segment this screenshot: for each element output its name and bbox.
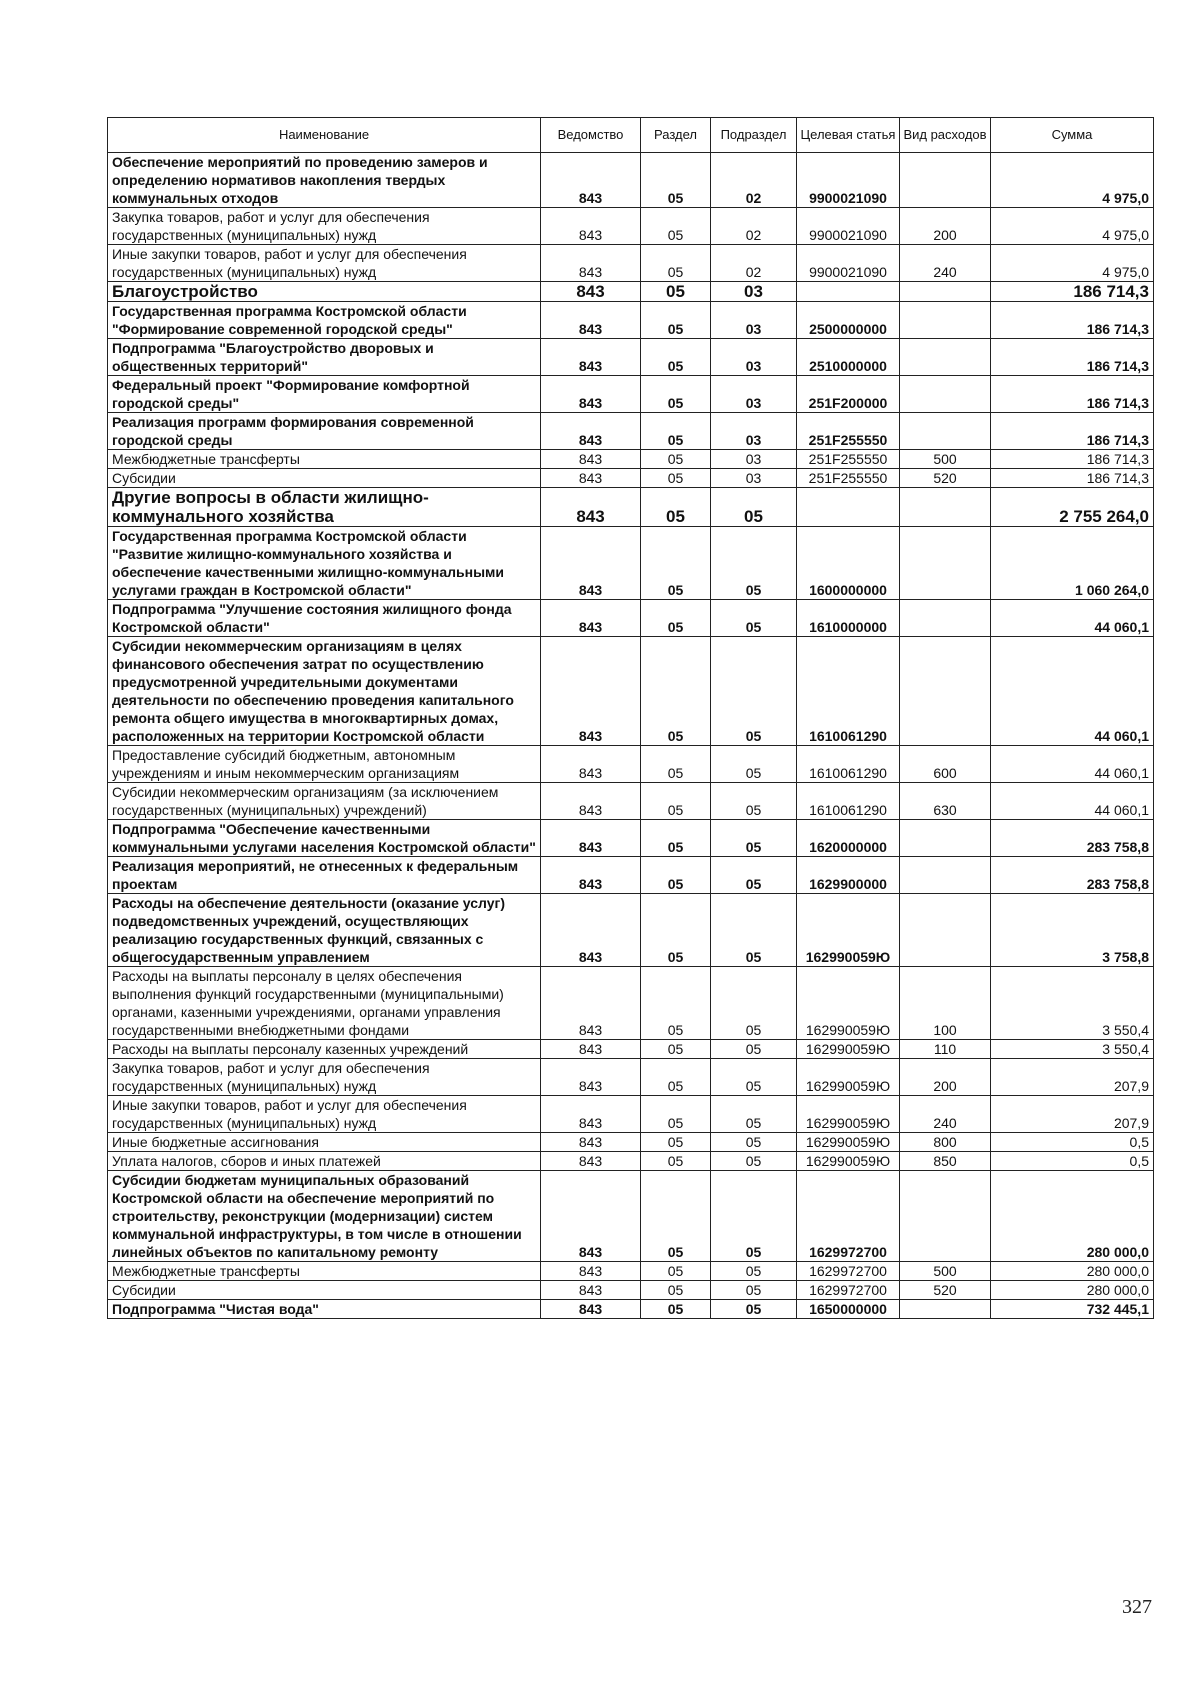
row-target-article: 162990059Ю <box>797 894 900 967</box>
row-sum: 186 714,3 <box>991 413 1154 450</box>
row-name: Предоставление субсидий бюджетным, автономным учреждениям и иным некоммерческим организациям <box>108 746 541 783</box>
table-row <box>108 1281 1154 1300</box>
row-vedomstvo: 843 <box>541 469 641 488</box>
table-row <box>108 376 1154 413</box>
page-number: 327 <box>1122 1596 1152 1618</box>
row-sum: 3 758,8 <box>991 894 1154 967</box>
row-podrazdel: 03 <box>711 376 797 413</box>
budget-table <box>107 117 1154 1319</box>
row-sum: 1 060 264,0 <box>991 527 1154 600</box>
row-razdel: 05 <box>641 637 711 746</box>
table-row <box>108 245 1154 282</box>
row-vedomstvo: 843 <box>541 967 641 1040</box>
row-razdel: 05 <box>641 302 711 339</box>
row-name: Субсидии бюджетам муниципальных образований Костромской области на обеспечение мероприятий по строительству, реконструкции (модернизации) систем коммунальной инфраструктуры, в том числе в отношении линейных объектов по капитальному ремонту <box>108 1171 541 1262</box>
row-expense-type <box>900 488 991 527</box>
row-target-article <box>797 282 900 302</box>
row-target-article: 1610061290 <box>797 783 900 820</box>
row-podrazdel: 05 <box>711 1059 797 1096</box>
row-name: Межбюджетные трансферты <box>108 1262 541 1281</box>
row-razdel: 05 <box>641 857 711 894</box>
table-row <box>108 894 1154 967</box>
row-target-article <box>797 488 900 527</box>
row-podrazdel: 05 <box>711 746 797 783</box>
row-name: Другие вопросы в области жилищно-коммунального хозяйства <box>108 488 541 527</box>
row-expense-type: 200 <box>900 1059 991 1096</box>
row-razdel: 05 <box>641 1133 711 1152</box>
row-razdel: 05 <box>641 1040 711 1059</box>
row-razdel: 05 <box>641 450 711 469</box>
row-sum: 4 975,0 <box>991 153 1154 208</box>
row-podrazdel: 05 <box>711 967 797 1040</box>
row-expense-type <box>900 153 991 208</box>
row-razdel: 05 <box>641 527 711 600</box>
row-expense-type <box>900 413 991 450</box>
row-razdel: 05 <box>641 488 711 527</box>
row-expense-type <box>900 339 991 376</box>
row-expense-type: 200 <box>900 208 991 245</box>
row-sum: 207,9 <box>991 1096 1154 1133</box>
table-header <box>108 118 1154 153</box>
row-vedomstvo: 843 <box>541 746 641 783</box>
row-razdel: 05 <box>641 967 711 1040</box>
row-expense-type <box>900 820 991 857</box>
row-sum: 732 445,1 <box>991 1300 1154 1319</box>
row-sum: 0,5 <box>991 1133 1154 1152</box>
row-expense-type: 500 <box>900 450 991 469</box>
row-target-article: 162990059Ю <box>797 1059 900 1096</box>
row-vedomstvo: 843 <box>541 339 641 376</box>
row-razdel: 05 <box>641 1059 711 1096</box>
row-target-article: 162990059Ю <box>797 967 900 1040</box>
row-target-article: 162990059Ю <box>797 1152 900 1171</box>
row-expense-type <box>900 527 991 600</box>
row-sum: 186 714,3 <box>991 339 1154 376</box>
header-name: Наименование <box>108 118 541 153</box>
row-target-article: 1629972700 <box>797 1281 900 1300</box>
table-row <box>108 450 1154 469</box>
row-expense-type: 850 <box>900 1152 991 1171</box>
row-podrazdel: 05 <box>711 1300 797 1319</box>
row-podrazdel: 05 <box>711 637 797 746</box>
row-podrazdel: 05 <box>711 1281 797 1300</box>
row-target-article: 251F200000 <box>797 376 900 413</box>
row-vedomstvo: 843 <box>541 894 641 967</box>
row-sum: 4 975,0 <box>991 208 1154 245</box>
header-sum: Сумма <box>991 118 1154 153</box>
table-row <box>108 1300 1154 1319</box>
row-expense-type <box>900 894 991 967</box>
table-row <box>108 302 1154 339</box>
row-expense-type: 100 <box>900 967 991 1040</box>
row-name: Иные бюджетные ассигнования <box>108 1133 541 1152</box>
row-expense-type: 600 <box>900 746 991 783</box>
row-podrazdel: 05 <box>711 894 797 967</box>
table-row <box>108 820 1154 857</box>
row-sum: 2 755 264,0 <box>991 488 1154 527</box>
row-razdel: 05 <box>641 376 711 413</box>
row-razdel: 05 <box>641 746 711 783</box>
row-name: Государственная программа Костромской области "Развитие жилищно-коммунального хозяйства и обеспечение качественными жилищно-коммунальными услугами граждан в Костромской области" <box>108 527 541 600</box>
row-name: Реализация программ формирования современной городской среды <box>108 413 541 450</box>
row-target-article: 1610061290 <box>797 746 900 783</box>
row-expense-type <box>900 376 991 413</box>
table-row <box>108 1040 1154 1059</box>
row-podrazdel: 05 <box>711 1040 797 1059</box>
row-expense-type: 240 <box>900 245 991 282</box>
row-name: Федеральный проект "Формирование комфортной городской среды" <box>108 376 541 413</box>
row-name: Межбюджетные трансферты <box>108 450 541 469</box>
row-razdel: 05 <box>641 1171 711 1262</box>
row-razdel: 05 <box>641 1300 711 1319</box>
row-sum: 4 975,0 <box>991 245 1154 282</box>
row-name: Закупка товаров, работ и услуг для обеспечения государственных (муниципальных) нужд <box>108 1059 541 1096</box>
row-name: Иные закупки товаров, работ и услуг для обеспечения государственных (муниципальных) нужд <box>108 245 541 282</box>
row-podrazdel: 05 <box>711 1171 797 1262</box>
row-expense-type <box>900 600 991 637</box>
row-name: Подпрограмма "Чистая вода" <box>108 1300 541 1319</box>
row-sum: 280 000,0 <box>991 1281 1154 1300</box>
table-row <box>108 469 1154 488</box>
table-row <box>108 1262 1154 1281</box>
row-target-article: 1610061290 <box>797 637 900 746</box>
row-razdel: 05 <box>641 894 711 967</box>
row-sum: 0,5 <box>991 1152 1154 1171</box>
row-sum: 44 060,1 <box>991 783 1154 820</box>
row-sum: 186 714,3 <box>991 282 1154 302</box>
row-target-article: 1629972700 <box>797 1262 900 1281</box>
table-row <box>108 746 1154 783</box>
row-expense-type <box>900 1171 991 1262</box>
row-name: Субсидии некоммерческим организациям (за исключением государственных (муниципальных) учреждений) <box>108 783 541 820</box>
row-razdel: 05 <box>641 282 711 302</box>
row-expense-type: 110 <box>900 1040 991 1059</box>
row-vedomstvo: 843 <box>541 1059 641 1096</box>
row-razdel: 05 <box>641 600 711 637</box>
table-row <box>108 967 1154 1040</box>
row-razdel: 05 <box>641 413 711 450</box>
row-razdel: 05 <box>641 1281 711 1300</box>
table-row <box>108 1133 1154 1152</box>
table-row <box>108 339 1154 376</box>
row-sum: 186 714,3 <box>991 469 1154 488</box>
table-row <box>108 208 1154 245</box>
row-sum: 44 060,1 <box>991 637 1154 746</box>
table-row <box>108 153 1154 208</box>
table-row <box>108 282 1154 302</box>
row-podrazdel: 02 <box>711 153 797 208</box>
row-target-article: 162990059Ю <box>797 1133 900 1152</box>
row-sum: 283 758,8 <box>991 857 1154 894</box>
header-razdel: Раздел <box>641 118 711 153</box>
row-expense-type <box>900 1300 991 1319</box>
row-podrazdel: 03 <box>711 450 797 469</box>
row-expense-type <box>900 282 991 302</box>
row-sum: 283 758,8 <box>991 820 1154 857</box>
row-target-article: 162990059Ю <box>797 1096 900 1133</box>
row-vedomstvo: 843 <box>541 1152 641 1171</box>
table-row <box>108 637 1154 746</box>
row-vedomstvo: 843 <box>541 783 641 820</box>
row-target-article: 1600000000 <box>797 527 900 600</box>
header-vedomstvo: Ведомство <box>541 118 641 153</box>
table-row <box>108 1171 1154 1262</box>
row-sum: 186 714,3 <box>991 376 1154 413</box>
row-vedomstvo: 843 <box>541 245 641 282</box>
table-row <box>108 413 1154 450</box>
row-razdel: 05 <box>641 820 711 857</box>
row-razdel: 05 <box>641 208 711 245</box>
row-expense-type: 240 <box>900 1096 991 1133</box>
row-podrazdel: 03 <box>711 469 797 488</box>
row-razdel: 05 <box>641 783 711 820</box>
row-expense-type: 630 <box>900 783 991 820</box>
row-podrazdel: 05 <box>711 1262 797 1281</box>
header-podrazdel: Подраздел <box>711 118 797 153</box>
row-target-article: 251F255550 <box>797 469 900 488</box>
row-name: Подпрограмма "Благоустройство дворовых и общественных территорий" <box>108 339 541 376</box>
row-podrazdel: 03 <box>711 413 797 450</box>
row-target-article: 9900021090 <box>797 153 900 208</box>
row-vedomstvo: 843 <box>541 302 641 339</box>
row-podrazdel: 03 <box>711 339 797 376</box>
table-row <box>108 600 1154 637</box>
row-vedomstvo: 843 <box>541 450 641 469</box>
row-vedomstvo: 843 <box>541 153 641 208</box>
header-expense-type: Вид расходов <box>900 118 991 153</box>
header-target-article: Целевая статья <box>797 118 900 153</box>
row-vedomstvo: 843 <box>541 857 641 894</box>
row-name: Субсидии <box>108 469 541 488</box>
row-expense-type <box>900 302 991 339</box>
row-vedomstvo: 843 <box>541 1281 641 1300</box>
table-row <box>108 527 1154 600</box>
row-expense-type <box>900 637 991 746</box>
row-podrazdel: 03 <box>711 282 797 302</box>
row-expense-type: 520 <box>900 1281 991 1300</box>
table-row <box>108 1059 1154 1096</box>
row-sum: 280 000,0 <box>991 1262 1154 1281</box>
row-podrazdel: 05 <box>711 1152 797 1171</box>
row-target-article: 251F255550 <box>797 450 900 469</box>
row-target-article: 2510000000 <box>797 339 900 376</box>
row-podrazdel: 05 <box>711 527 797 600</box>
row-name: Подпрограмма "Улучшение состояния жилищного фонда Костромской области" <box>108 600 541 637</box>
row-sum: 207,9 <box>991 1059 1154 1096</box>
row-razdel: 05 <box>641 153 711 208</box>
row-vedomstvo: 843 <box>541 376 641 413</box>
row-name: Расходы на обеспечение деятельности (оказание услуг) подведомственных учреждений, осуществляющих реализацию государственных функций, связанных с общегосударственным управлением <box>108 894 541 967</box>
row-sum: 3 550,4 <box>991 1040 1154 1059</box>
row-vedomstvo: 843 <box>541 1171 641 1262</box>
row-sum: 44 060,1 <box>991 746 1154 783</box>
row-razdel: 05 <box>641 469 711 488</box>
row-vedomstvo: 843 <box>541 1096 641 1133</box>
row-podrazdel: 02 <box>711 245 797 282</box>
row-razdel: 05 <box>641 245 711 282</box>
row-razdel: 05 <box>641 1262 711 1281</box>
row-name: Подпрограмма "Обеспечение качественными коммунальными услугами населения Костромской области" <box>108 820 541 857</box>
row-podrazdel: 02 <box>711 208 797 245</box>
row-name: Расходы на выплаты персоналу в целях обеспечения выполнения функций государственными (муниципальными) органами, казенными учреждениями, органами управления государственными внебюджетными фондами <box>108 967 541 1040</box>
row-vedomstvo: 843 <box>541 488 641 527</box>
row-podrazdel: 05 <box>711 600 797 637</box>
table-row <box>108 783 1154 820</box>
row-target-article: 1620000000 <box>797 820 900 857</box>
row-podrazdel: 05 <box>711 1133 797 1152</box>
row-sum: 3 550,4 <box>991 967 1154 1040</box>
row-name: Иные закупки товаров, работ и услуг для обеспечения государственных (муниципальных) нужд <box>108 1096 541 1133</box>
row-target-article: 1629972700 <box>797 1171 900 1262</box>
row-razdel: 05 <box>641 339 711 376</box>
row-razdel: 05 <box>641 1152 711 1171</box>
row-vedomstvo: 843 <box>541 527 641 600</box>
row-target-article: 9900021090 <box>797 208 900 245</box>
row-vedomstvo: 843 <box>541 1040 641 1059</box>
table-row <box>108 1096 1154 1133</box>
row-vedomstvo: 843 <box>541 1300 641 1319</box>
row-podrazdel: 05 <box>711 488 797 527</box>
row-name: Субсидии <box>108 1281 541 1300</box>
row-podrazdel: 05 <box>711 820 797 857</box>
row-podrazdel: 03 <box>711 302 797 339</box>
row-podrazdel: 05 <box>711 857 797 894</box>
row-target-article: 1610000000 <box>797 600 900 637</box>
row-sum: 280 000,0 <box>991 1171 1154 1262</box>
table-row <box>108 488 1154 527</box>
row-target-article: 1650000000 <box>797 1300 900 1319</box>
row-expense-type: 520 <box>900 469 991 488</box>
row-sum: 186 714,3 <box>991 450 1154 469</box>
row-vedomstvo: 843 <box>541 208 641 245</box>
row-expense-type: 500 <box>900 1262 991 1281</box>
row-podrazdel: 05 <box>711 1096 797 1133</box>
row-name: Государственная программа Костромской области "Формирование современной городской среды" <box>108 302 541 339</box>
table-body <box>108 153 1154 1319</box>
row-target-article: 251F255550 <box>797 413 900 450</box>
row-vedomstvo: 843 <box>541 820 641 857</box>
row-name: Субсидии некоммерческим организациям в целях финансового обеспечения затрат по осуществлению предусмотренной учредительными документами деятельности по обеспечению проведения капитального ремонта общего имущества в многоквартирных домах, расположенных на территории Костромской области <box>108 637 541 746</box>
table-row <box>108 857 1154 894</box>
row-name: Обеспечение мероприятий по проведению замеров и определению нормативов накопления твердых коммунальных отходов <box>108 153 541 208</box>
row-vedomstvo: 843 <box>541 1262 641 1281</box>
row-vedomstvo: 843 <box>541 637 641 746</box>
row-name: Расходы на выплаты персоналу казенных учреждений <box>108 1040 541 1059</box>
row-vedomstvo: 843 <box>541 282 641 302</box>
row-target-article: 162990059Ю <box>797 1040 900 1059</box>
row-podrazdel: 05 <box>711 783 797 820</box>
row-target-article: 1629900000 <box>797 857 900 894</box>
row-name: Закупка товаров, работ и услуг для обеспечения государственных (муниципальных) нужд <box>108 208 541 245</box>
row-sum: 186 714,3 <box>991 302 1154 339</box>
row-name: Реализация мероприятий, не отнесенных к федеральным проектам <box>108 857 541 894</box>
table-row <box>108 1152 1154 1171</box>
row-vedomstvo: 843 <box>541 413 641 450</box>
row-vedomstvo: 843 <box>541 1133 641 1152</box>
row-target-article: 9900021090 <box>797 245 900 282</box>
row-vedomstvo: 843 <box>541 600 641 637</box>
row-target-article: 2500000000 <box>797 302 900 339</box>
row-sum: 44 060,1 <box>991 600 1154 637</box>
row-name: Благоустройство <box>108 282 541 302</box>
row-name: Уплата налогов, сборов и иных платежей <box>108 1152 541 1171</box>
row-razdel: 05 <box>641 1096 711 1133</box>
row-expense-type: 800 <box>900 1133 991 1152</box>
row-expense-type <box>900 857 991 894</box>
